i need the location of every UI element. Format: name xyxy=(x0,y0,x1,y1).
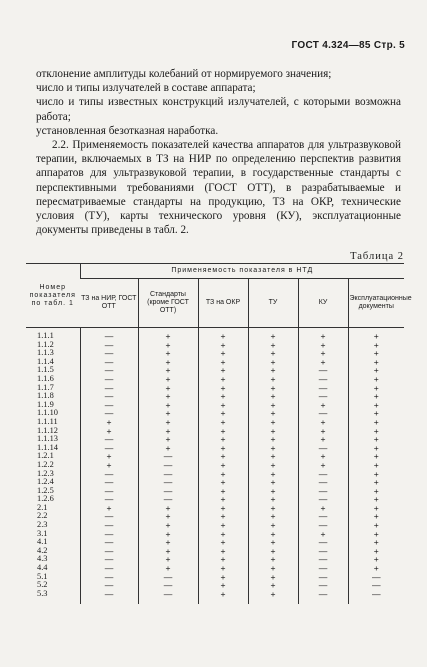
applicability-cell: + xyxy=(198,512,248,521)
applicability-cell: — xyxy=(80,435,138,444)
row-number: 1.2.6 xyxy=(37,495,54,504)
column-header-tz-nir: ТЗ на НИР, ГОСТ ОТТ xyxy=(80,279,138,328)
text-line: отклонение амплитуды колебаний от нормируемого значения; xyxy=(36,68,332,80)
applicability-cell: + xyxy=(248,392,298,401)
applicability-cell: + xyxy=(248,547,298,556)
row-number: 1.1.5 xyxy=(37,366,54,375)
table-row xyxy=(26,418,404,427)
applicability-cell: + xyxy=(138,349,198,358)
applicability-cell: — xyxy=(138,590,198,605)
applicability-cell: + xyxy=(348,375,404,384)
applicability-cell: + xyxy=(198,555,248,564)
applicability-cell: — xyxy=(138,581,198,590)
applicability-cell: — xyxy=(80,409,138,418)
table-row xyxy=(26,590,404,605)
applicability-cell: — xyxy=(298,590,348,605)
applicability-cell: + xyxy=(138,375,198,384)
applicability-cell: — xyxy=(348,573,404,582)
applicability-cell: — xyxy=(80,384,138,393)
applicability-cell: + xyxy=(248,341,298,350)
applicability-cell: + xyxy=(198,538,248,547)
applicability-cell: + xyxy=(298,418,348,427)
section-2-2-paragraph: 2.2. Применяемость показателей качества аппаратов для ультразвуковой терапии, включаемых в ТЗ на НИР по определению перспектив развития аппаратов для ультразвуковой терапии, в государственные стандарты с перспективными требованиями (ГОСТ ОТТ), в разрабатываемые и пересматриваемые стандарты на продукцию, ТЗ на ОКР, технические условия (ТУ), карты технического уровня (КУ), эксплуатационные документы приведены в табл. 2. xyxy=(36,139,401,237)
applicability-cell: + xyxy=(248,452,298,461)
applicability-cell: + xyxy=(248,384,298,393)
applicability-cell: + xyxy=(348,435,404,444)
column-header-tz-okr: ТЗ на ОКР xyxy=(198,279,248,328)
applicability-cell: + xyxy=(348,452,404,461)
applicability-cell: + xyxy=(198,435,248,444)
row-number: 1.1.3 xyxy=(37,349,54,358)
applicability-cell: — xyxy=(298,512,348,521)
applicability-cell: + xyxy=(198,470,248,479)
applicability-cell: + xyxy=(248,435,298,444)
applicability-cell: — xyxy=(80,521,138,530)
applicability-cell: + xyxy=(248,328,298,341)
applicability-cell: + xyxy=(348,366,404,375)
applicability-cell: — xyxy=(80,358,138,367)
applicability-cell: + xyxy=(348,555,404,564)
applicability-cell: + xyxy=(138,384,198,393)
applicability-cell: + xyxy=(248,495,298,504)
page-header: ГОСТ 4.324—85 Стр. 5 xyxy=(291,40,405,51)
applicability-cell: — xyxy=(80,573,138,582)
applicability-cell: + xyxy=(298,401,348,410)
column-group-header: Применяемость показателя в НТД xyxy=(80,264,404,279)
applicability-cell: + xyxy=(348,564,404,573)
row-number: 1.1.13 xyxy=(37,435,58,444)
table-body xyxy=(26,328,404,605)
applicability-cell: + xyxy=(198,418,248,427)
applicability-cell: — xyxy=(138,495,198,504)
applicability-cell: — xyxy=(348,581,404,590)
applicability-cell: + xyxy=(138,366,198,375)
table-row xyxy=(26,555,404,564)
table-row xyxy=(26,538,404,547)
row-number: 4.2 xyxy=(37,546,48,555)
applicability-cell: + xyxy=(248,521,298,530)
applicability-cell: — xyxy=(80,487,138,496)
column-header-tu: ТУ xyxy=(248,279,298,328)
applicability-cell: + xyxy=(348,487,404,496)
applicability-cell: + xyxy=(138,435,198,444)
applicability-cell: + xyxy=(348,538,404,547)
applicability-cell: + xyxy=(348,521,404,530)
applicability-cell: + xyxy=(248,349,298,358)
applicability-cell: — xyxy=(298,470,348,479)
table-row xyxy=(26,341,404,350)
applicability-cell: + xyxy=(248,573,298,582)
table-row xyxy=(26,581,404,590)
table-row xyxy=(26,435,404,444)
applicability-cell: — xyxy=(80,328,138,341)
applicability-cell: — xyxy=(298,573,348,582)
applicability-cell: + xyxy=(138,521,198,530)
applicability-cell: — xyxy=(298,547,348,556)
applicability-cell: + xyxy=(248,375,298,384)
applicability-cell: + xyxy=(198,409,248,418)
applicability-cell: — xyxy=(80,401,138,410)
applicability-cell: + xyxy=(248,487,298,496)
table-row xyxy=(26,384,404,393)
applicability-cell: — xyxy=(298,478,348,487)
applicability-cell: — xyxy=(298,392,348,401)
applicability-cell: — xyxy=(80,581,138,590)
applicability-cell: + xyxy=(198,366,248,375)
column-header-standards: Стандарты (кроме ГОСТ ОТТ) xyxy=(138,279,198,328)
column-header-number: Номер показателя по табл. 1 xyxy=(26,264,80,328)
applicability-cell: — xyxy=(298,495,348,504)
applicability-cell: + xyxy=(198,590,248,605)
row-number: 4.3 xyxy=(37,555,48,564)
applicability-cell: — xyxy=(138,461,198,470)
applicability-cell: + xyxy=(198,504,248,513)
applicability-cell: + xyxy=(348,470,404,479)
row-number: 2.1 xyxy=(37,503,48,512)
applicability-cell: — xyxy=(298,564,348,573)
applicability-cell: + xyxy=(248,358,298,367)
applicability-cell: + xyxy=(198,427,248,436)
applicability-cell: + xyxy=(198,495,248,504)
applicability-cell: + xyxy=(298,504,348,513)
applicability-cell: + xyxy=(198,392,248,401)
table-row xyxy=(26,444,404,453)
applicability-cell: + xyxy=(348,328,404,341)
row-number: 1.1.4 xyxy=(37,357,54,366)
applicability-cell: + xyxy=(348,401,404,410)
text-line: число и типы излучателей в составе аппарата; xyxy=(36,82,256,95)
applicability-cell: + xyxy=(138,564,198,573)
applicability-cell: + xyxy=(138,328,198,341)
row-number: 1.1.1 xyxy=(37,331,54,340)
row-number: 2.3 xyxy=(37,521,48,530)
table-row xyxy=(26,478,404,487)
applicability-cell: + xyxy=(138,547,198,556)
applicability-cell: + xyxy=(198,573,248,582)
row-number: 5.3 xyxy=(37,589,48,598)
applicability-cell: + xyxy=(348,418,404,427)
applicability-cell: + xyxy=(198,461,248,470)
applicability-cell: + xyxy=(138,444,198,453)
applicability-cell: + xyxy=(138,418,198,427)
applicability-cell: + xyxy=(348,349,404,358)
applicability-cell: — xyxy=(80,375,138,384)
applicability-cell: — xyxy=(80,530,138,539)
table-label: Таблица 2 xyxy=(350,251,404,262)
table-row xyxy=(26,547,404,556)
applicability-cell: + xyxy=(138,392,198,401)
applicability-cell: + xyxy=(248,478,298,487)
applicability-cell: + xyxy=(198,444,248,453)
applicability-cell: + xyxy=(198,401,248,410)
applicability-cell: + xyxy=(348,392,404,401)
applicability-cell: + xyxy=(298,328,348,341)
applicability-cell: + xyxy=(198,487,248,496)
applicability-cell: + xyxy=(348,384,404,393)
applicability-cell: + xyxy=(248,409,298,418)
applicability-cell: + xyxy=(248,512,298,521)
applicability-cell: + xyxy=(198,581,248,590)
applicability-cell: — xyxy=(80,349,138,358)
table-row xyxy=(26,470,404,479)
applicability-cell: + xyxy=(138,409,198,418)
applicability-cell: — xyxy=(138,470,198,479)
applicability-cell: + xyxy=(80,461,138,470)
applicability-cell: + xyxy=(198,564,248,573)
applicability-cell: — xyxy=(138,452,198,461)
applicability-cell: + xyxy=(348,512,404,521)
row-number: 1.1.6 xyxy=(37,374,54,383)
applicability-cell: — xyxy=(80,555,138,564)
row-number: 3.1 xyxy=(37,529,48,538)
applicability-cell: — xyxy=(80,392,138,401)
row-number: 4.1 xyxy=(37,538,48,547)
table-row xyxy=(26,427,404,436)
table-row xyxy=(26,504,404,513)
applicability-cell: + xyxy=(138,358,198,367)
applicability-cell: + xyxy=(248,427,298,436)
table-row xyxy=(26,366,404,375)
body-text xyxy=(36,67,401,237)
applicability-cell: — xyxy=(138,487,198,496)
applicability-cell: + xyxy=(348,341,404,350)
applicability-cell: — xyxy=(298,521,348,530)
applicability-cell: — xyxy=(298,555,348,564)
row-number: 1.2.3 xyxy=(37,469,54,478)
applicability-cell: + xyxy=(298,349,348,358)
row-number: 1.1.2 xyxy=(37,340,54,349)
row-number: 1.2.4 xyxy=(37,478,54,487)
applicability-cell: + xyxy=(248,470,298,479)
column-header-operational-docs: Эксплуатационные документы xyxy=(348,279,404,328)
row-number: 1.1.14 xyxy=(37,443,58,452)
applicability-cell: — xyxy=(80,564,138,573)
applicability-cell: — xyxy=(298,366,348,375)
applicability-cell: — xyxy=(80,341,138,350)
row-number: 1.1.12 xyxy=(37,426,58,435)
applicability-cell: — xyxy=(80,366,138,375)
table-row xyxy=(26,521,404,530)
applicability-cell: — xyxy=(138,573,198,582)
applicability-cell: + xyxy=(80,504,138,513)
applicability-cell: + xyxy=(198,384,248,393)
table-row xyxy=(26,512,404,521)
applicability-cell: + xyxy=(348,530,404,539)
applicability-cell: + xyxy=(198,349,248,358)
row-number: 1.2.2 xyxy=(37,460,54,469)
applicability-cell: + xyxy=(198,530,248,539)
applicability-cell: — xyxy=(298,487,348,496)
text-line: число и типы известных конструкций излучателей, с которыми возможна работа; xyxy=(36,96,401,123)
applicability-cell: + xyxy=(248,530,298,539)
applicability-table xyxy=(26,263,412,604)
applicability-cell: + xyxy=(248,555,298,564)
applicability-cell: + xyxy=(348,461,404,470)
table-row xyxy=(26,487,404,496)
row-number: 1.1.11 xyxy=(37,417,58,426)
applicability-cell: + xyxy=(298,461,348,470)
table-row xyxy=(26,401,404,410)
applicability-cell: + xyxy=(138,538,198,547)
applicability-cell: + xyxy=(248,538,298,547)
applicability-cell: + xyxy=(348,547,404,556)
row-number: 5.2 xyxy=(37,581,48,590)
text-line: установленная безотказная наработка. xyxy=(36,124,219,137)
applicability-cell: + xyxy=(248,461,298,470)
applicability-cell: + xyxy=(248,366,298,375)
table-row xyxy=(26,392,404,401)
applicability-cell: + xyxy=(348,478,404,487)
row-number: 1.2.5 xyxy=(37,486,54,495)
applicability-cell: — xyxy=(298,375,348,384)
applicability-cell: + xyxy=(298,358,348,367)
applicability-cell: — xyxy=(348,590,404,605)
applicability-cell: — xyxy=(80,470,138,479)
applicability-cell: + xyxy=(198,521,248,530)
applicability-cell: + xyxy=(298,530,348,539)
table-row xyxy=(26,530,404,539)
applicability-cell: + xyxy=(198,478,248,487)
applicability-cell: — xyxy=(80,547,138,556)
applicability-cell: + xyxy=(138,427,198,436)
applicability-cell: + xyxy=(198,358,248,367)
row-number: 1.1.10 xyxy=(37,409,58,418)
applicability-cell: + xyxy=(248,401,298,410)
applicability-cell: + xyxy=(248,581,298,590)
table-row xyxy=(26,328,404,341)
table-row xyxy=(26,573,404,582)
row-number: 5.1 xyxy=(37,572,48,581)
table-row xyxy=(26,375,404,384)
applicability-cell: + xyxy=(198,452,248,461)
applicability-cell: + xyxy=(248,418,298,427)
applicability-cell: + xyxy=(138,512,198,521)
applicability-cell: — xyxy=(80,590,138,605)
applicability-cell: + xyxy=(198,341,248,350)
applicability-cell: — xyxy=(80,512,138,521)
applicability-cell: + xyxy=(298,427,348,436)
row-number: 1.1.9 xyxy=(37,400,54,409)
applicability-cell: — xyxy=(80,538,138,547)
table-row xyxy=(26,409,404,418)
row-number: 2.2 xyxy=(37,512,48,521)
table-row xyxy=(26,349,404,358)
row-number: 1.1.7 xyxy=(37,383,54,392)
applicability-cell: + xyxy=(198,375,248,384)
table-row xyxy=(26,461,404,470)
applicability-cell: — xyxy=(298,444,348,453)
applicability-cell: + xyxy=(298,435,348,444)
applicability-cell: + xyxy=(348,495,404,504)
applicability-cell: + xyxy=(138,401,198,410)
applicability-cell: — xyxy=(298,538,348,547)
table-row xyxy=(26,358,404,367)
table-row xyxy=(26,564,404,573)
applicability-cell: + xyxy=(80,427,138,436)
table-row xyxy=(26,452,404,461)
applicability-cell: — xyxy=(138,478,198,487)
applicability-cell: — xyxy=(298,384,348,393)
applicability-cell: + xyxy=(348,504,404,513)
applicability-cell: + xyxy=(138,530,198,539)
applicability-cell: + xyxy=(138,504,198,513)
applicability-cell: + xyxy=(198,328,248,341)
applicability-cell: + xyxy=(348,358,404,367)
row-number: 1.2.1 xyxy=(37,452,54,461)
column-header-ku: КУ xyxy=(298,279,348,328)
applicability-cell: + xyxy=(198,547,248,556)
applicability-cell: + xyxy=(348,444,404,453)
applicability-cell: + xyxy=(298,341,348,350)
applicability-cell: + xyxy=(248,590,298,605)
row-number: 1.1.8 xyxy=(37,392,54,401)
applicability-cell: + xyxy=(138,341,198,350)
applicability-cell: + xyxy=(248,504,298,513)
applicability-cell: + xyxy=(248,564,298,573)
applicability-cell: + xyxy=(80,452,138,461)
applicability-cell: — xyxy=(80,444,138,453)
applicability-cell: — xyxy=(80,478,138,487)
applicability-cell: + xyxy=(298,452,348,461)
applicability-cell: + xyxy=(348,427,404,436)
applicability-cell: — xyxy=(298,581,348,590)
applicability-cell: — xyxy=(298,409,348,418)
applicability-cell: + xyxy=(248,444,298,453)
table-row xyxy=(26,495,404,504)
applicability-cell: + xyxy=(138,555,198,564)
applicability-cell: + xyxy=(348,409,404,418)
applicability-cell: — xyxy=(80,495,138,504)
applicability-cell: + xyxy=(80,418,138,427)
row-number: 4.4 xyxy=(37,564,48,573)
